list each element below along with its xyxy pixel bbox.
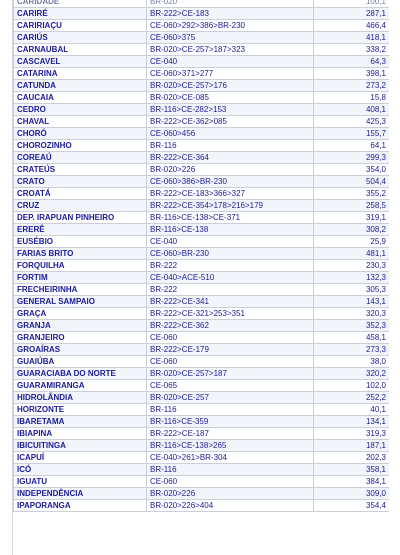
route-cell[interactable]: BR-116>CE-282>153: [147, 104, 314, 116]
table-row: [14, 176, 390, 188]
distance-cell[interactable]: 504,4: [314, 176, 390, 188]
route-cell[interactable]: CE-060>371>277: [147, 68, 314, 80]
city-cell[interactable]: GUAIÚBA: [14, 356, 147, 368]
city-cell[interactable]: CRATO: [14, 176, 147, 188]
route-cell[interactable]: CE-060: [147, 476, 314, 488]
city-cell[interactable]: GUARACIABA DO NORTE: [14, 368, 147, 380]
city-cell[interactable]: IBIAPINA: [14, 428, 147, 440]
table-row: [14, 332, 390, 344]
route-cell[interactable]: CE-060>292>386>BR-230: [147, 20, 314, 32]
distance-cell[interactable]: 481,1: [314, 248, 390, 260]
route-cell[interactable]: BR-116>CE-138>CE-371: [147, 212, 314, 224]
city-cell[interactable]: CHOROZINHO: [14, 140, 147, 152]
distance-cell[interactable]: 355,2: [314, 188, 390, 200]
distance-cell[interactable]: 352,3: [314, 320, 390, 332]
city-cell[interactable]: FRECHEIRINHA: [14, 284, 147, 296]
distance-cell[interactable]: 287,1: [314, 8, 390, 20]
route-cell[interactable]: CE-040: [147, 56, 314, 68]
city-cell[interactable]: CARIRÉ: [14, 8, 147, 20]
distance-cell[interactable]: 305,3: [314, 284, 390, 296]
distance-cell[interactable]: 258,5: [314, 200, 390, 212]
table-row: [14, 104, 390, 116]
route-cell[interactable]: BR-222>CE-354>178>216>179: [147, 200, 314, 212]
city-cell[interactable]: ICÓ: [14, 464, 147, 476]
distance-cell[interactable]: 358,1: [314, 464, 390, 476]
table-row: [14, 224, 390, 236]
route-cell[interactable]: BR-116>CE-359: [147, 416, 314, 428]
city-cell[interactable]: GRAÇA: [14, 308, 147, 320]
route-cell[interactable]: BR-020>CE-257>176: [147, 80, 314, 92]
distance-cell[interactable]: 143,1: [314, 296, 390, 308]
sheet-right-margin: [389, 0, 400, 555]
distance-cell[interactable]: 132,3: [314, 272, 390, 284]
table-row: [14, 152, 390, 164]
distance-cell[interactable]: 319,1: [314, 212, 390, 224]
route-cell[interactable]: CE-060: [147, 332, 314, 344]
table-row: [14, 20, 390, 32]
table-row: [14, 308, 390, 320]
table-row: [14, 392, 390, 404]
city-cell[interactable]: CARNAUBAL: [14, 44, 147, 56]
distance-table: [13, 0, 390, 512]
table-row: [14, 80, 390, 92]
distance-cell[interactable]: 38,0: [314, 356, 390, 368]
distance-cell[interactable]: 25,9: [314, 236, 390, 248]
route-cell[interactable]: BR-222>CE-187: [147, 428, 314, 440]
table-row: [14, 92, 390, 104]
distance-cell[interactable]: 273,2: [314, 80, 390, 92]
distance-cell[interactable]: 40,1: [314, 404, 390, 416]
distance-cell[interactable]: 408,1: [314, 104, 390, 116]
route-cell[interactable]: BR-116>CE-138>265: [147, 440, 314, 452]
table-row: [14, 32, 390, 44]
route-cell[interactable]: CE-060>456: [147, 128, 314, 140]
city-cell[interactable]: ICAPUÍ: [14, 452, 147, 464]
table-row: [14, 212, 390, 224]
table-row: [14, 476, 390, 488]
table-row: [14, 404, 390, 416]
distance-cell[interactable]: 384,1: [314, 476, 390, 488]
table-row: [14, 380, 390, 392]
city-cell[interactable]: IBICUITINGA: [14, 440, 147, 452]
distance-cell[interactable]: 230,3: [314, 260, 390, 272]
city-cell[interactable]: INDEPENDÊNCIA: [14, 488, 147, 500]
route-cell[interactable]: CE-040: [147, 236, 314, 248]
distance-cell[interactable]: 309,0: [314, 488, 390, 500]
route-cell[interactable]: BR-222>CE-341: [147, 296, 314, 308]
city-cell[interactable]: GRANJEIRO: [14, 332, 147, 344]
table-row: [14, 296, 390, 308]
route-cell[interactable]: BR-116: [147, 464, 314, 476]
table-row: [14, 44, 390, 56]
distance-cell[interactable]: 299,3: [314, 152, 390, 164]
city-cell[interactable]: IGUATU: [14, 476, 147, 488]
city-cell[interactable]: CATUNDA: [14, 80, 147, 92]
table-row: [14, 68, 390, 80]
table-row: [14, 128, 390, 140]
table-row: [14, 344, 390, 356]
route-cell[interactable]: CE-060>BR-230: [147, 248, 314, 260]
city-cell[interactable]: CARIRIAÇU: [14, 20, 147, 32]
route-cell[interactable]: BR-020: [147, 0, 314, 8]
table-row: [14, 320, 390, 332]
table-row: [14, 248, 390, 260]
distance-cell[interactable]: 425,3: [314, 116, 390, 128]
distance-cell[interactable]: 398,1: [314, 68, 390, 80]
route-cell[interactable]: BR-222>CE-364: [147, 152, 314, 164]
table-row: [14, 260, 390, 272]
route-cell[interactable]: CE-065: [147, 380, 314, 392]
table-row: [14, 272, 390, 284]
route-cell[interactable]: BR-222>CE-183: [147, 8, 314, 20]
distance-cell[interactable]: 15,8: [314, 92, 390, 104]
city-cell[interactable]: COREAÚ: [14, 152, 147, 164]
table-row: [14, 440, 390, 452]
city-cell[interactable]: FORTIM: [14, 272, 147, 284]
route-cell[interactable]: CE-060>375: [147, 32, 314, 44]
table-row: [14, 356, 390, 368]
table-row: [14, 0, 390, 8]
route-cell[interactable]: BR-020>226: [147, 164, 314, 176]
city-cell[interactable]: CRATEÚS: [14, 164, 147, 176]
table-row: [14, 416, 390, 428]
distance-cell[interactable]: 187,1: [314, 440, 390, 452]
distance-cell[interactable]: 308,2: [314, 224, 390, 236]
route-cell[interactable]: BR-222>CE-362>085: [147, 116, 314, 128]
route-cell[interactable]: BR-116: [147, 404, 314, 416]
distance-cell[interactable]: 354,0: [314, 164, 390, 176]
distance-cell[interactable]: 102,0: [314, 380, 390, 392]
route-cell[interactable]: BR-222: [147, 284, 314, 296]
table-row: [14, 236, 390, 248]
route-cell[interactable]: BR-020>CE-257: [147, 392, 314, 404]
city-cell[interactable]: CARIÚS: [14, 32, 147, 44]
table-row: [14, 140, 390, 152]
city-cell[interactable]: HIDROLÂNDIA: [14, 392, 147, 404]
table-row: [14, 188, 390, 200]
table-row: [14, 116, 390, 128]
table-row: [14, 8, 390, 20]
route-cell[interactable]: BR-020>CE-257>187: [147, 368, 314, 380]
route-cell[interactable]: BR-116: [147, 140, 314, 152]
table-row: [14, 164, 390, 176]
route-cell[interactable]: BR-020>226: [147, 488, 314, 500]
city-cell[interactable]: CHAVAL: [14, 116, 147, 128]
distance-cell[interactable]: 252,2: [314, 392, 390, 404]
city-cell[interactable]: CEDRO: [14, 104, 147, 116]
city-cell[interactable]: IBARETAMA: [14, 416, 147, 428]
route-cell[interactable]: BR-020>CE-257>187>323: [147, 44, 314, 56]
city-cell[interactable]: GENERAL SAMPAIO: [14, 296, 147, 308]
route-cell[interactable]: CE-040>ACE-510: [147, 272, 314, 284]
sheet-left-border: [0, 0, 13, 555]
city-cell[interactable]: DEP. IRAPUAN PINHEIRO: [14, 212, 147, 224]
route-cell[interactable]: BR-116>CE-138: [147, 224, 314, 236]
city-cell[interactable]: IPAPORANGA: [14, 500, 147, 512]
city-cell[interactable]: ERERÊ: [14, 224, 147, 236]
distance-cell[interactable]: 458,1: [314, 332, 390, 344]
distance-cell[interactable]: 320,2: [314, 368, 390, 380]
city-cell[interactable]: CATARINA: [14, 68, 147, 80]
city-cell[interactable]: EUSÉBIO: [14, 236, 147, 248]
route-cell[interactable]: BR-222>CE-321>253>351: [147, 308, 314, 320]
route-cell[interactable]: BR-020>226>404: [147, 500, 314, 512]
route-cell[interactable]: CE-040>261>BR-304: [147, 452, 314, 464]
city-cell[interactable]: CARIDADE: [14, 0, 147, 8]
city-cell[interactable]: FORQUILHA: [14, 260, 147, 272]
city-cell[interactable]: GROAÍRAS: [14, 344, 147, 356]
route-cell[interactable]: CE-060: [147, 356, 314, 368]
city-cell[interactable]: CRUZ: [14, 200, 147, 212]
route-cell[interactable]: BR-222>CE-179: [147, 344, 314, 356]
distance-cell[interactable]: 64,3: [314, 56, 390, 68]
city-cell[interactable]: GUARAMIRANGA: [14, 380, 147, 392]
route-cell[interactable]: BR-222: [147, 260, 314, 272]
city-cell[interactable]: GRANJA: [14, 320, 147, 332]
distance-cell[interactable]: 319,3: [314, 428, 390, 440]
table-row: [14, 56, 390, 68]
table-row: [14, 368, 390, 380]
distance-cell[interactable]: 418,1: [314, 32, 390, 44]
distance-cell[interactable]: 100,1: [314, 0, 390, 8]
city-cell[interactable]: CAUCAIA: [14, 92, 147, 104]
distance-table-body: [14, 0, 390, 512]
distance-cell[interactable]: 202,3: [314, 452, 390, 464]
table-row: [14, 284, 390, 296]
distance-cell[interactable]: 64,1: [314, 140, 390, 152]
city-cell[interactable]: HORIZONTE: [14, 404, 147, 416]
distance-cell[interactable]: 354,4: [314, 500, 390, 512]
distance-cell[interactable]: 466,4: [314, 20, 390, 32]
distance-cell[interactable]: 134,1: [314, 416, 390, 428]
table-row: [14, 200, 390, 212]
city-cell[interactable]: CHORÓ: [14, 128, 147, 140]
distance-cell[interactable]: 155,7: [314, 128, 390, 140]
table-row: [14, 500, 390, 512]
table-row: [14, 452, 390, 464]
route-cell[interactable]: BR-222>CE-183>366>327: [147, 188, 314, 200]
route-cell[interactable]: CE-060>386>BR-230: [147, 176, 314, 188]
city-cell[interactable]: FARIAS BRITO: [14, 248, 147, 260]
route-cell[interactable]: BR-222>CE-362: [147, 320, 314, 332]
city-cell[interactable]: CROATÁ: [14, 188, 147, 200]
table-row: [14, 464, 390, 476]
city-cell[interactable]: CASCAVEL: [14, 56, 147, 68]
table-row: [14, 428, 390, 440]
route-cell[interactable]: BR-020>CE-085: [147, 92, 314, 104]
distance-cell[interactable]: 320,3: [314, 308, 390, 320]
table-row: [14, 488, 390, 500]
distance-cell[interactable]: 273,3: [314, 344, 390, 356]
distance-cell[interactable]: 338,2: [314, 44, 390, 56]
